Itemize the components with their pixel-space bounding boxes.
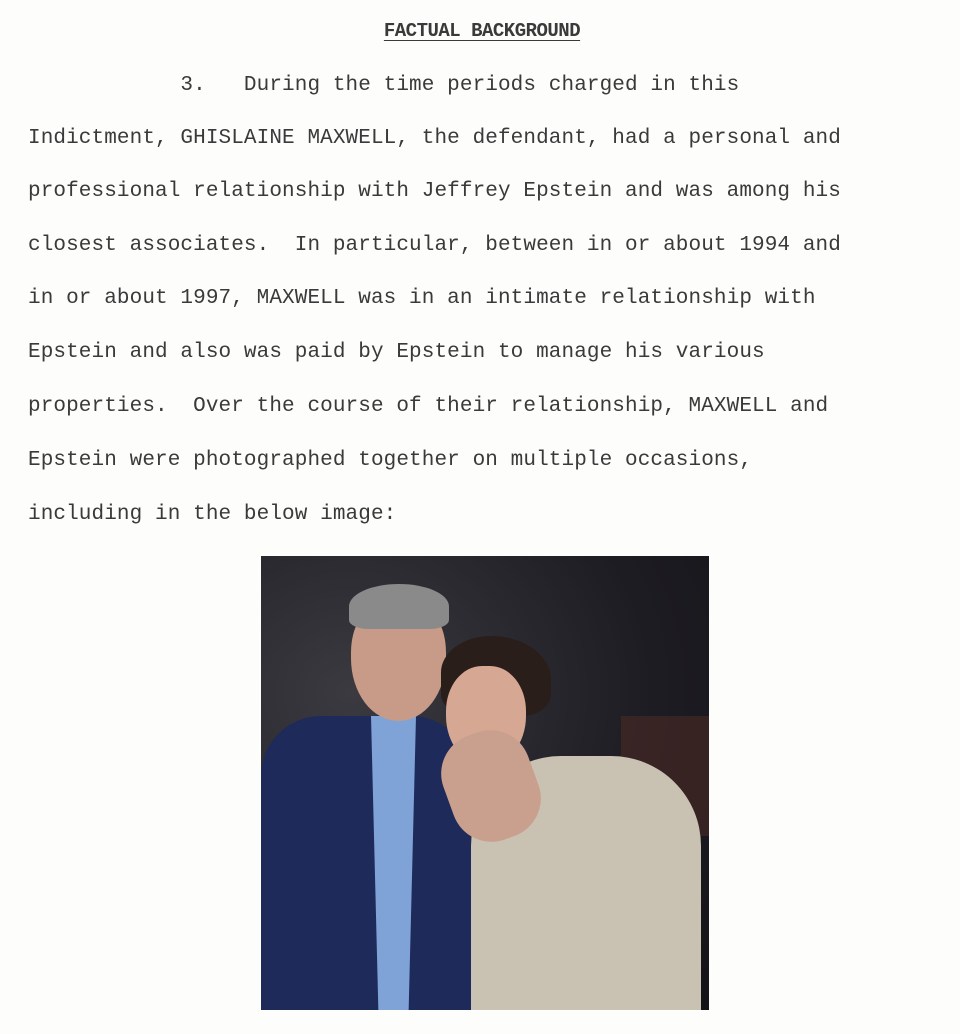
paragraph-line: Indictment, GHISLAINE MAXWELL, the defendant, had a personal and (28, 127, 841, 150)
paragraph-line: 3. During the time periods charged in this (28, 74, 740, 97)
section-heading-text: FACTUAL BACKGROUND (383, 20, 581, 42)
photograph (261, 556, 709, 1010)
man-hair (349, 584, 449, 629)
paragraph-line: Epstein and also was paid by Epstein to manage his various (28, 341, 765, 364)
paragraph-line: Epstein were photographed together on multiple occasions, (28, 449, 753, 472)
man-jacket (261, 716, 471, 1010)
section-heading (0, 20, 960, 42)
paragraph-line: in or about 1997, MAXWELL was in an intimate relationship with (28, 287, 816, 310)
paragraph-line: properties. Over the course of their relationship, MAXWELL and (28, 395, 829, 418)
paragraph-line: including in the below image: (28, 503, 397, 526)
paragraph-line: professional relationship with Jeffrey Epstein and was among his (28, 180, 841, 203)
paragraph-line: closest associates. In particular, between in or about 1994 and (28, 234, 841, 257)
